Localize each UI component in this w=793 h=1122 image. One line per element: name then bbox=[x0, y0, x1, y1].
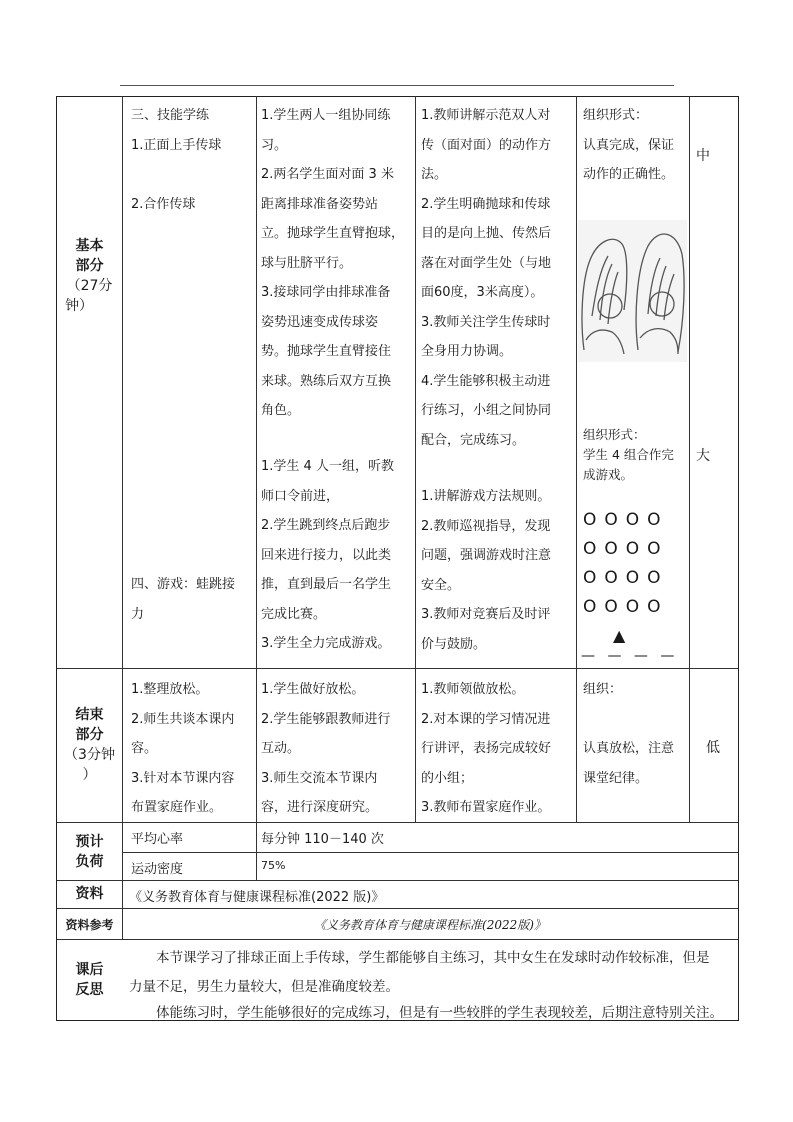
start-line: — — — — bbox=[581, 648, 679, 664]
header-rule bbox=[120, 85, 674, 86]
table-border-top bbox=[56, 96, 739, 97]
basic-part-category: 基本 部分 （27分 钟） bbox=[65, 238, 113, 314]
basic-student-activities-2: 1.学生 4 人一组，听教 师口令前进， 2.学生跳到终点后跑步 回来进行接力，以此类 推，直到最后一名学生 完成比赛。 3.学生全力完成游戏。 bbox=[261, 459, 394, 651]
ending-teacher-activities: 1.教师领做放松。 2.对本课的学习情况进 行讲评，表扬完成较好 的小组； 3.教师布置家庭作业。 bbox=[421, 682, 552, 815]
ending-part-category: 结束 部分 （3分钟 ） bbox=[64, 707, 115, 783]
formation-row: OOOO bbox=[583, 510, 669, 530]
ending-content: 1.整理放松。 2.师生共谈本课内 容。 3.针对本节课内容 布置家庭作业。 bbox=[131, 682, 235, 815]
col-divider bbox=[576, 96, 577, 822]
ending-organization: 组织： 认真放松，注意 课堂纪律。 bbox=[583, 682, 675, 786]
col-divider bbox=[122, 96, 123, 939]
reference-value: 《义务教育体育与健康课程标准(2022版)》 bbox=[314, 918, 546, 932]
overhead-pass-illustration bbox=[578, 220, 687, 362]
formation-row: OOOO bbox=[583, 539, 669, 559]
reference-label: 资料参考 bbox=[65, 918, 114, 932]
teacher-position-triangle: ▲ bbox=[613, 626, 626, 645]
col-divider bbox=[415, 96, 416, 822]
table-border-right bbox=[738, 96, 739, 1020]
heart-rate-label: 平均心率 bbox=[131, 832, 184, 847]
heart-rate-value: 每分钟 110－140 次 bbox=[261, 832, 384, 847]
basic-organization-2: 组织形式： 学生 4 组合作完 成游戏。 bbox=[583, 427, 674, 482]
basic-teacher-activities-2: 1.讲解游戏方法规则。 2.教师巡视指导，发现 问题，强调游戏时注意 安全。 3.教师对竞赛后及时评 价与鼓励。 bbox=[421, 489, 552, 652]
formation-row: OOOO bbox=[583, 597, 669, 617]
row-divider bbox=[56, 880, 739, 881]
reflection-text: 本节课学习了排球正面上手传球，学生都能够自主练习，其中女生在发球时动作较标准，但是 力量不足，男生力量较大，但是准确度较差。 体能练习时，学生能够很好的完成练习，但是有一些较胖的学生表现较差，后期注意特别关注。 bbox=[129, 950, 723, 1021]
basic-content-skills: 三、技能学练 1.正面上手传球 2.合作传球 bbox=[131, 108, 222, 212]
col-divider bbox=[256, 96, 257, 880]
row-divider bbox=[56, 939, 739, 940]
basic-content-game: 四、游戏：蛙跳接 力 bbox=[131, 577, 236, 622]
formation-row: OOOO bbox=[583, 568, 669, 588]
row-divider bbox=[56, 668, 739, 669]
row-divider bbox=[56, 908, 739, 909]
basic-organization-1: 组织形式： 认真完成，保证 动作的正确性。 bbox=[583, 108, 675, 182]
basic-load-high: 大 bbox=[696, 448, 710, 464]
row-divider bbox=[122, 852, 739, 853]
density-value: 75% bbox=[261, 859, 286, 872]
reflection-category: 课后 反思 bbox=[75, 962, 104, 998]
estimate-category: 预计 负荷 bbox=[75, 834, 104, 870]
material-label: 资料 bbox=[75, 886, 104, 902]
material-value: 《义务教育体育与健康课程标准(2022 版)》 bbox=[129, 890, 385, 905]
table-border-left bbox=[56, 96, 57, 1020]
basic-student-activities-1: 1.学生两人一组协同练 习。 2.两名学生面对面 3 米 距离排球准备姿势站 立。抛球学生直臂抱球， 球与肚脐平行。 3.接球同学由排球准备 姿势迅速变成传球姿 势。抛球学生直臂接住 来球。熟练后双方互换 角色。 bbox=[261, 108, 405, 418]
ending-load-low: 低 bbox=[706, 740, 720, 756]
ending-student-activities: 1.学生做好放松。 2.学生能够跟教师进行 互动。 3.师生交流本节课内 容，进行深度研究。 bbox=[261, 682, 391, 815]
density-label: 运动密度 bbox=[131, 862, 184, 877]
basic-teacher-activities-1: 1.教师讲解示范双人对 传（面对面）的动作方 法。 2.学生明确抛球和传球 目的是向上抛、传然后 落在对面学生处（与地 面60度，3米高度）。 3.教师关注学生传球时 全身用力协调。 4.学生能够积极主动进 行练习，小组之间协同 配合，完成练习。 bbox=[421, 108, 552, 448]
basic-load-medium: 中 bbox=[696, 148, 710, 164]
formation-diagram bbox=[583, 506, 683, 622]
